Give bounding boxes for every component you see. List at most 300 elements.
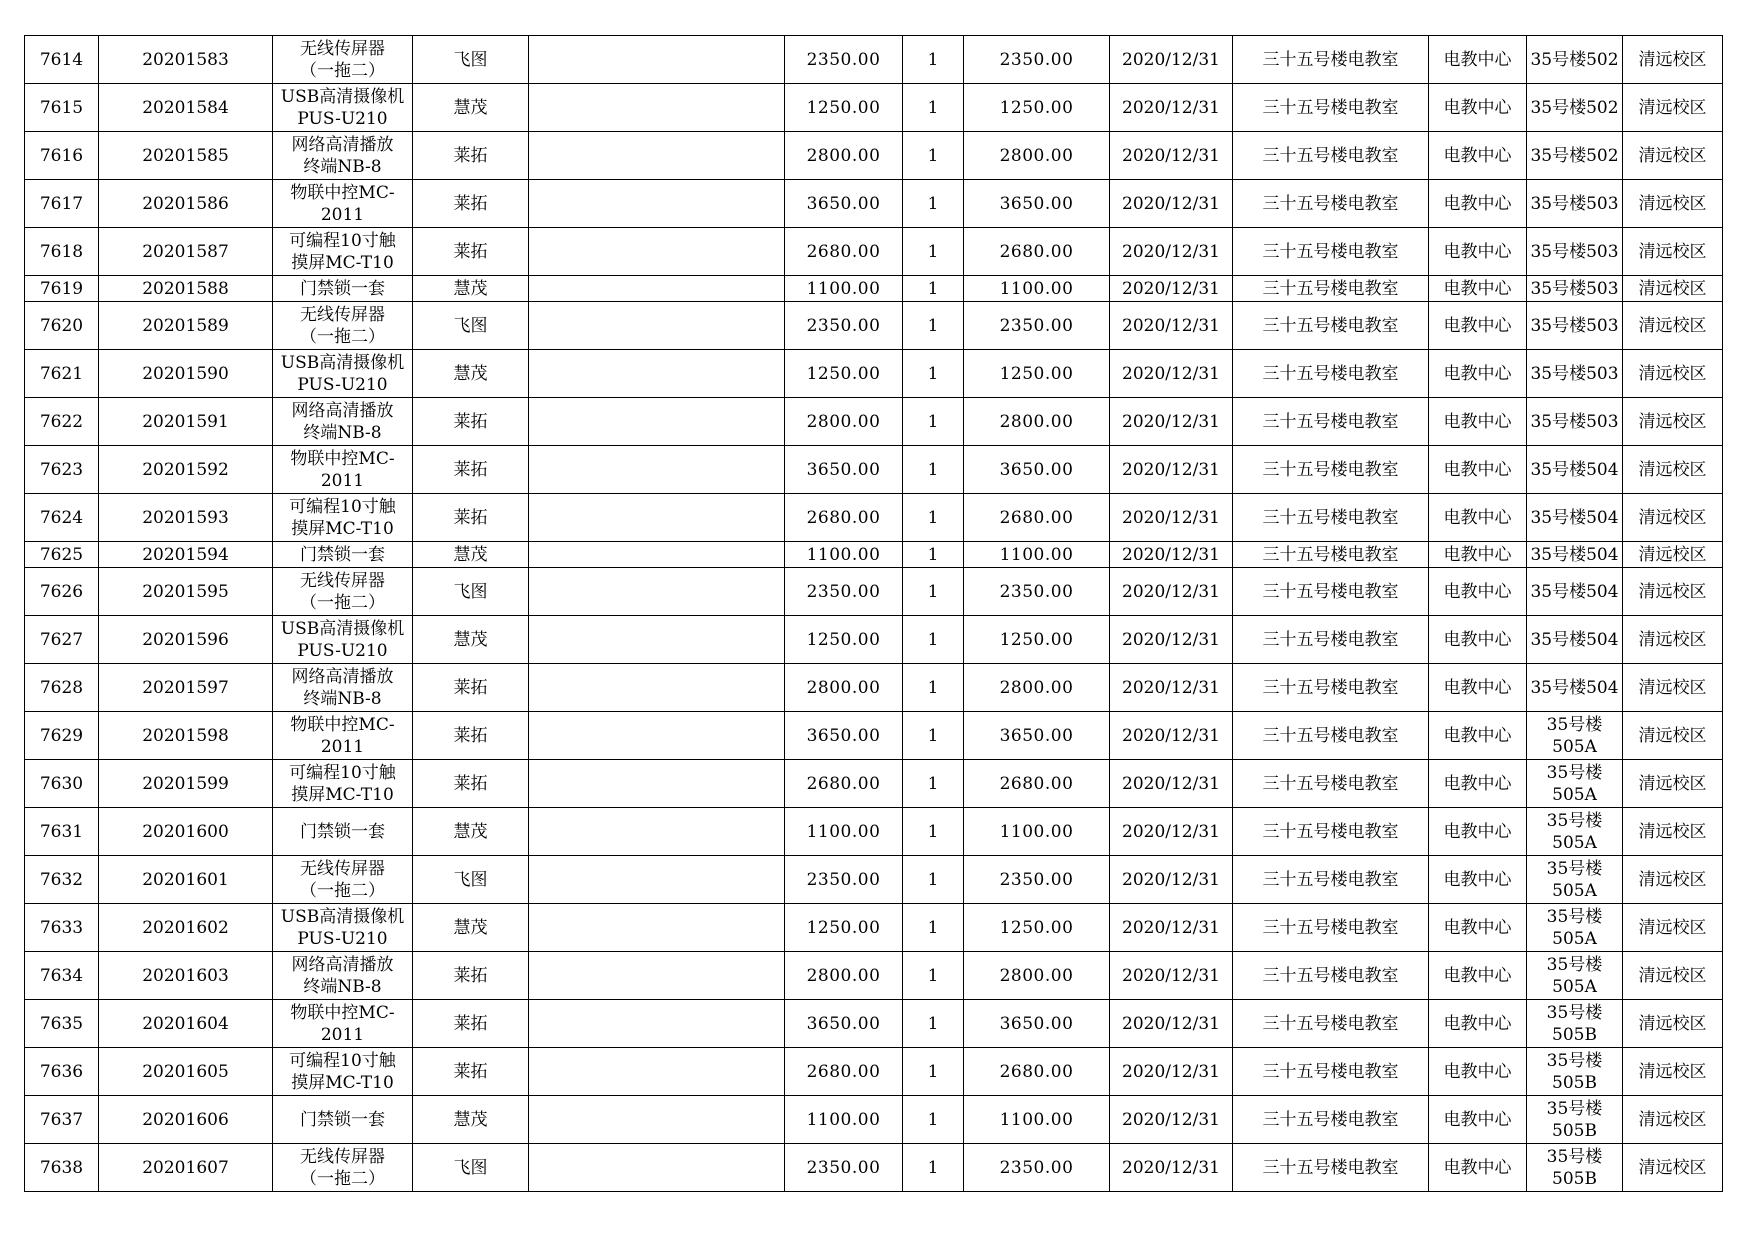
amount-cell: 1250.00 bbox=[964, 904, 1110, 952]
department-cell: 电教中心 bbox=[1429, 1144, 1527, 1192]
item-name-cell bbox=[273, 856, 413, 904]
location-cell bbox=[1527, 36, 1623, 84]
item-name-cell-line: （一拖二） bbox=[300, 326, 385, 347]
item-name-cell bbox=[273, 1000, 413, 1048]
asset-number-cell: 20201583 bbox=[99, 36, 273, 84]
date-cell: 2020/12/31 bbox=[1110, 952, 1233, 1000]
table-row bbox=[25, 568, 1723, 616]
table-row bbox=[25, 904, 1723, 952]
location-cell-line: 35号楼 bbox=[1546, 810, 1603, 831]
unit-price-cell: 2350.00 bbox=[785, 568, 903, 616]
date-cell: 2020/12/31 bbox=[1110, 132, 1233, 180]
brand-cell: 莱拓 bbox=[413, 760, 529, 808]
location-cell-line: 505B bbox=[1552, 1024, 1597, 1045]
asset-number-cell: 20201602 bbox=[99, 904, 273, 952]
location-cell bbox=[1527, 398, 1623, 446]
seq-cell: 7636 bbox=[25, 1048, 99, 1096]
quantity-cell: 1 bbox=[903, 1144, 964, 1192]
asset-number-cell: 20201606 bbox=[99, 1096, 273, 1144]
quantity-cell: 1 bbox=[903, 494, 964, 542]
unit-price-cell: 2350.00 bbox=[785, 302, 903, 350]
quantity-cell: 1 bbox=[903, 1000, 964, 1048]
unit-price-cell: 3650.00 bbox=[785, 446, 903, 494]
spec-cell bbox=[529, 1144, 785, 1192]
item-name-cell bbox=[273, 276, 413, 302]
campus-cell: 清远校区 bbox=[1623, 1096, 1723, 1144]
seq-cell: 7621 bbox=[25, 350, 99, 398]
location-cell-line: 505A bbox=[1552, 832, 1597, 853]
spec-cell bbox=[529, 36, 785, 84]
quantity-cell: 1 bbox=[903, 856, 964, 904]
user-cell: 三十五号楼电教室 bbox=[1233, 808, 1429, 856]
item-name-cell-line: 可编程10寸触 bbox=[289, 1050, 396, 1071]
unit-price-cell: 2800.00 bbox=[785, 952, 903, 1000]
department-cell: 电教中心 bbox=[1429, 856, 1527, 904]
campus-cell: 清远校区 bbox=[1623, 1000, 1723, 1048]
item-name-cell bbox=[273, 36, 413, 84]
asset-number-cell: 20201586 bbox=[99, 180, 273, 228]
location-cell-line: 35号楼503 bbox=[1530, 363, 1619, 384]
unit-price-cell: 1250.00 bbox=[785, 904, 903, 952]
seq-cell: 7629 bbox=[25, 712, 99, 760]
brand-cell: 慧茂 bbox=[413, 1096, 529, 1144]
item-name-cell bbox=[273, 664, 413, 712]
user-cell: 三十五号楼电教室 bbox=[1233, 952, 1429, 1000]
item-name-cell-line: 终端NB-8 bbox=[303, 688, 382, 709]
item-name-cell-line: 可编程10寸触 bbox=[289, 496, 396, 517]
location-cell-line: 35号楼503 bbox=[1530, 411, 1619, 432]
department-cell: 电教中心 bbox=[1429, 712, 1527, 760]
brand-cell: 慧茂 bbox=[413, 542, 529, 568]
campus-cell: 清远校区 bbox=[1623, 1048, 1723, 1096]
amount-cell: 2680.00 bbox=[964, 760, 1110, 808]
item-name-cell-line: 物联中控MC- bbox=[290, 448, 395, 469]
unit-price-cell: 1100.00 bbox=[785, 542, 903, 568]
user-cell: 三十五号楼电教室 bbox=[1233, 180, 1429, 228]
amount-cell: 3650.00 bbox=[964, 446, 1110, 494]
item-name-cell-line: 网络高清播放 bbox=[291, 666, 394, 687]
item-name-cell-line: 无线传屏器 bbox=[300, 38, 385, 59]
campus-cell: 清远校区 bbox=[1623, 904, 1723, 952]
date-cell: 2020/12/31 bbox=[1110, 808, 1233, 856]
unit-price-cell: 2800.00 bbox=[785, 398, 903, 446]
location-cell-line: 505A bbox=[1552, 784, 1597, 805]
quantity-cell: 1 bbox=[903, 616, 964, 664]
date-cell: 2020/12/31 bbox=[1110, 446, 1233, 494]
quantity-cell: 1 bbox=[903, 542, 964, 568]
unit-price-cell: 2680.00 bbox=[785, 760, 903, 808]
date-cell: 2020/12/31 bbox=[1110, 712, 1233, 760]
table-row bbox=[25, 856, 1723, 904]
location-cell-line: 35号楼502 bbox=[1530, 145, 1619, 166]
table-row bbox=[25, 616, 1723, 664]
asset-number-cell: 20201594 bbox=[99, 542, 273, 568]
location-cell-line: 35号楼503 bbox=[1530, 241, 1619, 262]
asset-number-cell: 20201587 bbox=[99, 228, 273, 276]
spec-cell bbox=[529, 616, 785, 664]
amount-cell: 2800.00 bbox=[964, 952, 1110, 1000]
amount-cell: 2680.00 bbox=[964, 494, 1110, 542]
seq-cell: 7624 bbox=[25, 494, 99, 542]
asset-number-cell: 20201597 bbox=[99, 664, 273, 712]
amount-cell: 2350.00 bbox=[964, 856, 1110, 904]
asset-number-cell: 20201595 bbox=[99, 568, 273, 616]
unit-price-cell: 2800.00 bbox=[785, 664, 903, 712]
department-cell: 电教中心 bbox=[1429, 568, 1527, 616]
campus-cell: 清远校区 bbox=[1623, 616, 1723, 664]
item-name-cell bbox=[273, 494, 413, 542]
seq-cell: 7617 bbox=[25, 180, 99, 228]
item-name-cell bbox=[273, 1096, 413, 1144]
department-cell: 电教中心 bbox=[1429, 760, 1527, 808]
location-cell-line: 505B bbox=[1552, 1168, 1597, 1189]
seq-cell: 7633 bbox=[25, 904, 99, 952]
item-name-cell-line: 网络高清播放 bbox=[291, 954, 394, 975]
user-cell: 三十五号楼电教室 bbox=[1233, 1144, 1429, 1192]
brand-cell: 飞图 bbox=[413, 302, 529, 350]
campus-cell: 清远校区 bbox=[1623, 350, 1723, 398]
table-row bbox=[25, 446, 1723, 494]
quantity-cell: 1 bbox=[903, 84, 964, 132]
table-row bbox=[25, 808, 1723, 856]
location-cell bbox=[1527, 276, 1623, 302]
brand-cell: 莱拓 bbox=[413, 1000, 529, 1048]
spec-cell bbox=[529, 132, 785, 180]
location-cell-line: 35号楼 bbox=[1546, 1050, 1603, 1071]
item-name-cell-line: 门禁锁一套 bbox=[300, 1109, 385, 1130]
user-cell: 三十五号楼电教室 bbox=[1233, 616, 1429, 664]
location-cell-line: 35号楼504 bbox=[1530, 459, 1619, 480]
amount-cell: 1100.00 bbox=[964, 276, 1110, 302]
location-cell-line: 35号楼 bbox=[1546, 1146, 1603, 1167]
campus-cell: 清远校区 bbox=[1623, 856, 1723, 904]
unit-price-cell: 2680.00 bbox=[785, 1048, 903, 1096]
asset-table bbox=[24, 35, 1723, 1192]
amount-cell: 2680.00 bbox=[964, 1048, 1110, 1096]
department-cell: 电教中心 bbox=[1429, 398, 1527, 446]
spec-cell bbox=[529, 398, 785, 446]
brand-cell: 莱拓 bbox=[413, 228, 529, 276]
campus-cell: 清远校区 bbox=[1623, 302, 1723, 350]
asset-number-cell: 20201601 bbox=[99, 856, 273, 904]
quantity-cell: 1 bbox=[903, 446, 964, 494]
location-cell bbox=[1527, 350, 1623, 398]
seq-cell: 7630 bbox=[25, 760, 99, 808]
brand-cell: 飞图 bbox=[413, 36, 529, 84]
asset-number-cell: 20201598 bbox=[99, 712, 273, 760]
user-cell: 三十五号楼电教室 bbox=[1233, 398, 1429, 446]
amount-cell: 1250.00 bbox=[964, 84, 1110, 132]
location-cell bbox=[1527, 1096, 1623, 1144]
campus-cell: 清远校区 bbox=[1623, 808, 1723, 856]
amount-cell: 2800.00 bbox=[964, 132, 1110, 180]
location-cell bbox=[1527, 568, 1623, 616]
item-name-cell-line: 无线传屏器 bbox=[300, 858, 385, 879]
spec-cell bbox=[529, 760, 785, 808]
item-name-cell-line: 门禁锁一套 bbox=[300, 821, 385, 842]
campus-cell: 清远校区 bbox=[1623, 712, 1723, 760]
table-row bbox=[25, 712, 1723, 760]
date-cell: 2020/12/31 bbox=[1110, 616, 1233, 664]
item-name-cell-line: 无线传屏器 bbox=[300, 570, 385, 591]
brand-cell: 莱拓 bbox=[413, 494, 529, 542]
spec-cell bbox=[529, 180, 785, 228]
table-row bbox=[25, 1144, 1723, 1192]
table-row bbox=[25, 760, 1723, 808]
quantity-cell: 1 bbox=[903, 36, 964, 84]
seq-cell: 7638 bbox=[25, 1144, 99, 1192]
item-name-cell bbox=[273, 1048, 413, 1096]
spec-cell bbox=[529, 228, 785, 276]
quantity-cell: 1 bbox=[903, 568, 964, 616]
date-cell: 2020/12/31 bbox=[1110, 180, 1233, 228]
user-cell: 三十五号楼电教室 bbox=[1233, 760, 1429, 808]
quantity-cell: 1 bbox=[903, 350, 964, 398]
location-cell bbox=[1527, 760, 1623, 808]
spec-cell bbox=[529, 952, 785, 1000]
location-cell bbox=[1527, 952, 1623, 1000]
department-cell: 电教中心 bbox=[1429, 1048, 1527, 1096]
item-name-cell-line: 无线传屏器 bbox=[300, 304, 385, 325]
date-cell: 2020/12/31 bbox=[1110, 1048, 1233, 1096]
amount-cell: 1100.00 bbox=[964, 1096, 1110, 1144]
table-row bbox=[25, 398, 1723, 446]
department-cell: 电教中心 bbox=[1429, 302, 1527, 350]
location-cell bbox=[1527, 542, 1623, 568]
table-row bbox=[25, 1048, 1723, 1096]
date-cell: 2020/12/31 bbox=[1110, 398, 1233, 446]
item-name-cell-line: 2011 bbox=[320, 1024, 365, 1045]
location-cell-line: 35号楼502 bbox=[1530, 49, 1619, 70]
date-cell: 2020/12/31 bbox=[1110, 568, 1233, 616]
quantity-cell: 1 bbox=[903, 904, 964, 952]
date-cell: 2020/12/31 bbox=[1110, 494, 1233, 542]
item-name-cell bbox=[273, 132, 413, 180]
asset-number-cell: 20201593 bbox=[99, 494, 273, 542]
seq-cell: 7614 bbox=[25, 36, 99, 84]
item-name-cell bbox=[273, 808, 413, 856]
item-name-cell-line: （一拖二） bbox=[300, 1168, 385, 1189]
brand-cell: 慧茂 bbox=[413, 350, 529, 398]
item-name-cell-line: 可编程10寸触 bbox=[289, 762, 396, 783]
quantity-cell: 1 bbox=[903, 712, 964, 760]
seq-cell: 7615 bbox=[25, 84, 99, 132]
amount-cell: 2680.00 bbox=[964, 228, 1110, 276]
location-cell-line: 35号楼503 bbox=[1530, 278, 1619, 299]
unit-price-cell: 2800.00 bbox=[785, 132, 903, 180]
spec-cell bbox=[529, 856, 785, 904]
spec-cell bbox=[529, 302, 785, 350]
brand-cell: 慧茂 bbox=[413, 904, 529, 952]
seq-cell: 7619 bbox=[25, 276, 99, 302]
date-cell: 2020/12/31 bbox=[1110, 904, 1233, 952]
seq-cell: 7623 bbox=[25, 446, 99, 494]
location-cell bbox=[1527, 856, 1623, 904]
amount-cell: 2350.00 bbox=[964, 568, 1110, 616]
location-cell bbox=[1527, 904, 1623, 952]
campus-cell: 清远校区 bbox=[1623, 132, 1723, 180]
asset-number-cell: 20201600 bbox=[99, 808, 273, 856]
item-name-cell bbox=[273, 180, 413, 228]
item-name-cell bbox=[273, 616, 413, 664]
date-cell: 2020/12/31 bbox=[1110, 664, 1233, 712]
campus-cell: 清远校区 bbox=[1623, 36, 1723, 84]
unit-price-cell: 2680.00 bbox=[785, 228, 903, 276]
campus-cell: 清远校区 bbox=[1623, 276, 1723, 302]
table-row bbox=[25, 180, 1723, 228]
item-name-cell bbox=[273, 228, 413, 276]
table-row bbox=[25, 664, 1723, 712]
quantity-cell: 1 bbox=[903, 808, 964, 856]
department-cell: 电教中心 bbox=[1429, 1000, 1527, 1048]
spec-cell bbox=[529, 350, 785, 398]
brand-cell: 莱拓 bbox=[413, 132, 529, 180]
spec-cell bbox=[529, 1000, 785, 1048]
asset-number-cell: 20201584 bbox=[99, 84, 273, 132]
unit-price-cell: 1250.00 bbox=[785, 350, 903, 398]
location-cell bbox=[1527, 228, 1623, 276]
unit-price-cell: 3650.00 bbox=[785, 1000, 903, 1048]
user-cell: 三十五号楼电教室 bbox=[1233, 302, 1429, 350]
location-cell bbox=[1527, 132, 1623, 180]
table-row bbox=[25, 350, 1723, 398]
location-cell bbox=[1527, 494, 1623, 542]
table-row bbox=[25, 1000, 1723, 1048]
item-name-cell-line: 摸屏MC-T10 bbox=[291, 784, 394, 805]
brand-cell: 慧茂 bbox=[413, 84, 529, 132]
campus-cell: 清远校区 bbox=[1623, 664, 1723, 712]
date-cell: 2020/12/31 bbox=[1110, 856, 1233, 904]
item-name-cell-line: 门禁锁一套 bbox=[300, 544, 385, 565]
item-name-cell-line: USB高清摄像机 bbox=[280, 618, 405, 639]
campus-cell: 清远校区 bbox=[1623, 84, 1723, 132]
asset-number-cell: 20201605 bbox=[99, 1048, 273, 1096]
item-name-cell-line: 可编程10寸触 bbox=[289, 230, 396, 251]
asset-number-cell: 20201603 bbox=[99, 952, 273, 1000]
brand-cell: 莱拓 bbox=[413, 712, 529, 760]
unit-price-cell: 1250.00 bbox=[785, 616, 903, 664]
table-row bbox=[25, 228, 1723, 276]
table-row bbox=[25, 952, 1723, 1000]
item-name-cell-line: USB高清摄像机 bbox=[280, 906, 405, 927]
user-cell: 三十五号楼电教室 bbox=[1233, 494, 1429, 542]
amount-cell: 2800.00 bbox=[964, 664, 1110, 712]
spec-cell bbox=[529, 568, 785, 616]
table-row bbox=[25, 542, 1723, 568]
table-row bbox=[25, 84, 1723, 132]
location-cell bbox=[1527, 616, 1623, 664]
user-cell: 三十五号楼电教室 bbox=[1233, 1000, 1429, 1048]
campus-cell: 清远校区 bbox=[1623, 542, 1723, 568]
item-name-cell bbox=[273, 542, 413, 568]
date-cell: 2020/12/31 bbox=[1110, 302, 1233, 350]
location-cell-line: 35号楼 bbox=[1546, 1098, 1603, 1119]
user-cell: 三十五号楼电教室 bbox=[1233, 36, 1429, 84]
amount-cell: 3650.00 bbox=[964, 180, 1110, 228]
user-cell: 三十五号楼电教室 bbox=[1233, 1048, 1429, 1096]
location-cell-line: 35号楼 bbox=[1546, 858, 1603, 879]
item-name-cell-line: （一拖二） bbox=[300, 592, 385, 613]
user-cell: 三十五号楼电教室 bbox=[1233, 1096, 1429, 1144]
department-cell: 电教中心 bbox=[1429, 904, 1527, 952]
department-cell: 电教中心 bbox=[1429, 36, 1527, 84]
asset-number-cell: 20201589 bbox=[99, 302, 273, 350]
item-name-cell-line: 网络高清播放 bbox=[291, 134, 394, 155]
quantity-cell: 1 bbox=[903, 398, 964, 446]
item-name-cell-line: 终端NB-8 bbox=[303, 422, 382, 443]
department-cell: 电教中心 bbox=[1429, 84, 1527, 132]
location-cell-line: 35号楼504 bbox=[1530, 629, 1619, 650]
item-name-cell-line: 终端NB-8 bbox=[303, 976, 382, 997]
spec-cell bbox=[529, 712, 785, 760]
user-cell: 三十五号楼电教室 bbox=[1233, 664, 1429, 712]
campus-cell: 清远校区 bbox=[1623, 446, 1723, 494]
item-name-cell-line: USB高清摄像机 bbox=[280, 86, 405, 107]
item-name-cell-line: 网络高清播放 bbox=[291, 400, 394, 421]
asset-number-cell: 20201592 bbox=[99, 446, 273, 494]
location-cell bbox=[1527, 84, 1623, 132]
brand-cell: 莱拓 bbox=[413, 446, 529, 494]
item-name-cell bbox=[273, 84, 413, 132]
location-cell-line: 35号楼 bbox=[1546, 1002, 1603, 1023]
user-cell: 三十五号楼电教室 bbox=[1233, 228, 1429, 276]
brand-cell: 莱拓 bbox=[413, 664, 529, 712]
item-name-cell-line: 摸屏MC-T10 bbox=[291, 1072, 394, 1093]
user-cell: 三十五号楼电教室 bbox=[1233, 568, 1429, 616]
brand-cell: 慧茂 bbox=[413, 276, 529, 302]
item-name-cell bbox=[273, 760, 413, 808]
quantity-cell: 1 bbox=[903, 180, 964, 228]
location-cell bbox=[1527, 1000, 1623, 1048]
amount-cell: 1250.00 bbox=[964, 616, 1110, 664]
amount-cell: 2350.00 bbox=[964, 302, 1110, 350]
location-cell-line: 35号楼 bbox=[1546, 954, 1603, 975]
unit-price-cell: 2350.00 bbox=[785, 1144, 903, 1192]
quantity-cell: 1 bbox=[903, 228, 964, 276]
spec-cell bbox=[529, 904, 785, 952]
location-cell-line: 505A bbox=[1552, 736, 1597, 757]
location-cell-line: 35号楼504 bbox=[1530, 581, 1619, 602]
spec-cell bbox=[529, 84, 785, 132]
location-cell-line: 505B bbox=[1552, 1072, 1597, 1093]
spec-cell bbox=[529, 1096, 785, 1144]
department-cell: 电教中心 bbox=[1429, 180, 1527, 228]
date-cell: 2020/12/31 bbox=[1110, 1096, 1233, 1144]
department-cell: 电教中心 bbox=[1429, 494, 1527, 542]
item-name-cell-line: 2011 bbox=[320, 204, 365, 225]
amount-cell: 1100.00 bbox=[964, 808, 1110, 856]
department-cell: 电教中心 bbox=[1429, 228, 1527, 276]
department-cell: 电教中心 bbox=[1429, 132, 1527, 180]
spec-cell bbox=[529, 664, 785, 712]
unit-price-cell: 2680.00 bbox=[785, 494, 903, 542]
table-row bbox=[25, 302, 1723, 350]
spec-cell bbox=[529, 494, 785, 542]
location-cell-line: 35号楼 bbox=[1546, 714, 1603, 735]
quantity-cell: 1 bbox=[903, 1048, 964, 1096]
quantity-cell: 1 bbox=[903, 1096, 964, 1144]
spec-cell bbox=[529, 808, 785, 856]
user-cell: 三十五号楼电教室 bbox=[1233, 350, 1429, 398]
location-cell bbox=[1527, 712, 1623, 760]
location-cell bbox=[1527, 446, 1623, 494]
department-cell: 电教中心 bbox=[1429, 952, 1527, 1000]
unit-price-cell: 2350.00 bbox=[785, 36, 903, 84]
brand-cell: 莱拓 bbox=[413, 952, 529, 1000]
brand-cell: 莱拓 bbox=[413, 1048, 529, 1096]
quantity-cell: 1 bbox=[903, 760, 964, 808]
amount-cell: 1250.00 bbox=[964, 350, 1110, 398]
